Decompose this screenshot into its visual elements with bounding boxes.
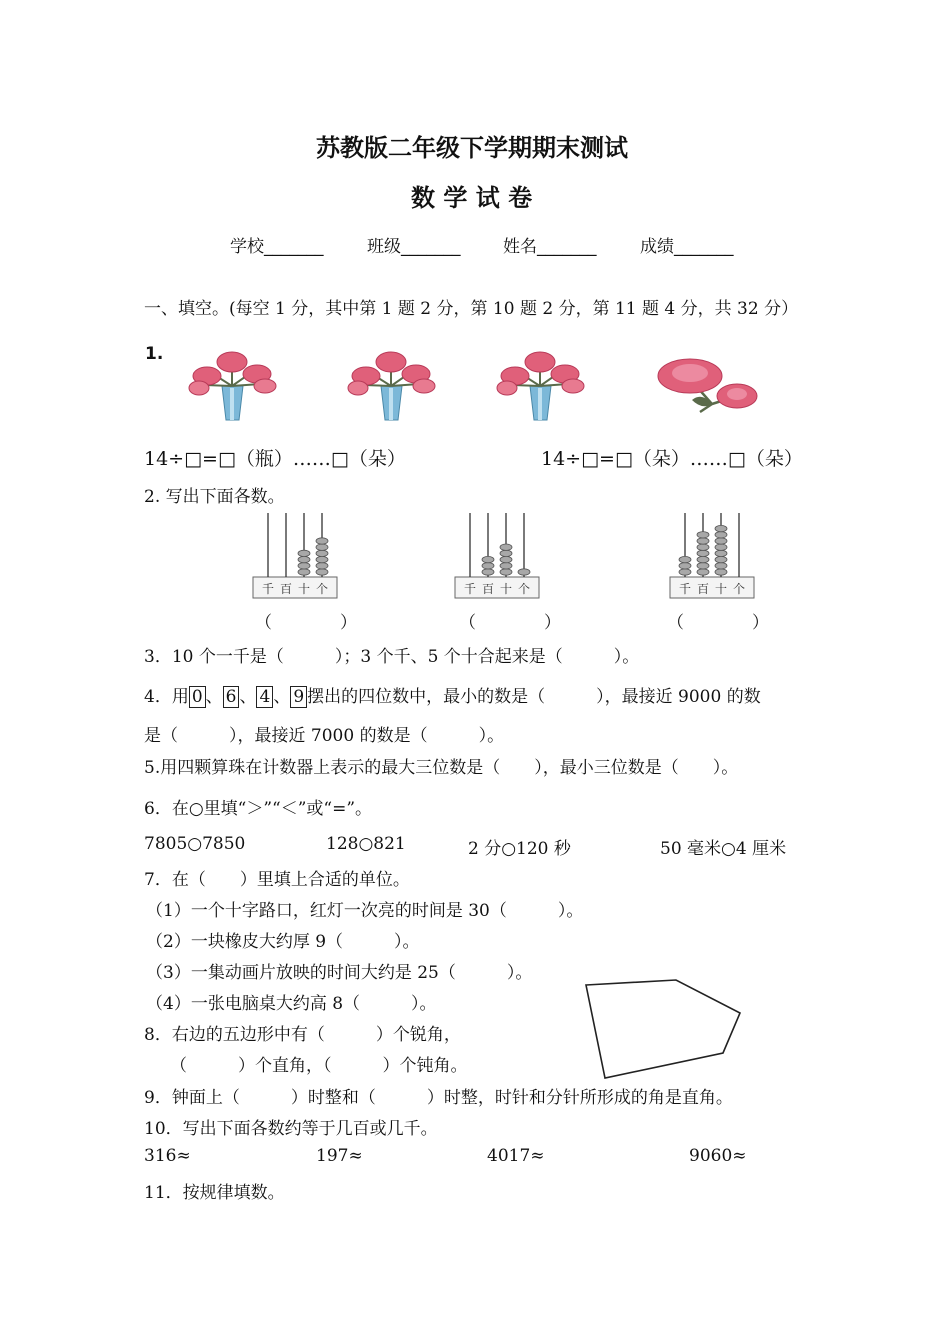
abacus-bead [697,569,709,575]
section1-heading: 一、填空。(每空 1 分，其中第 1 题 2 分，第 10 题 2 分，第 11 题 4 分，共 32 分） [144,299,799,319]
q4-rest: 摆出的四位数中，最小的数是（ ），最接近 9000 的数 [307,687,761,707]
pentagon-figure [580,975,750,1085]
q2-answer-1: （ ） [255,613,357,633]
abacus-bead [697,532,709,538]
abacus-bead [316,563,328,569]
abacus-bead [697,563,709,569]
abacus-bead [298,556,310,562]
q6-item-4: 50 毫米○4 厘米 [660,839,787,859]
place-label: 千 [678,582,692,596]
exam-subtitle: 数 学 试 卷 [411,184,533,212]
abacus-3 [670,513,754,598]
q2-answer-3: （ ） [667,613,769,633]
abacus-bead [298,563,310,569]
q10-item-1: 316≈ [144,1146,191,1166]
q6-item-3: 2 分○120 秒 [468,839,571,859]
abacus-bead [715,569,727,575]
place-label: 十 [499,582,513,596]
q6-text: 6．在○里填“＞”“＜”或“=”。 [144,799,373,819]
q9-text: 9．钟面上（ ）时整和（ ）时整，时针和分针所形成的角是直角。 [144,1088,733,1108]
abacus-bead [697,538,709,544]
q7-item-3: （3）一集动画片放映的时间大约是 25（ ）。 [146,963,533,983]
abacus-bead [316,538,328,544]
abacus-bead [500,544,512,550]
abacus-bead [679,569,691,575]
q1-equation-left: 14÷□=□（瓶）……□（朵） [144,448,406,470]
q7-item-4: （4）一张电脑桌大约高 8（ ）。 [146,994,437,1014]
class-field: 班级_______ [367,237,461,257]
school-field: 学校_______ [230,237,324,257]
abacus-bead [715,532,727,538]
q11-text: 11．按规律填数。 [144,1183,285,1203]
q7-item-1: （1）一个十字路口，红灯一次亮的时间是 30（ ）。 [146,901,584,921]
abacus-bead [715,525,727,531]
abacus-bead [500,569,512,575]
abacus-bead [298,550,310,556]
q2-answer-2: （ ） [459,613,561,633]
q10-item-2: 197≈ [316,1146,363,1166]
q6-item-2: 128○821 [326,834,406,854]
q4-prefix: 4．用 [144,687,189,707]
abacus-bead [500,563,512,569]
exam-title: 苏教版二年级下学期期末测试 [316,134,628,162]
abacus-bead [697,550,709,556]
abacus-bead [715,563,727,569]
abacus-bead [697,556,709,562]
q10-item-4: 9060≈ [689,1146,747,1166]
q1-number: 1. [145,344,164,364]
abacus-bead [715,556,727,562]
abacus-bead [679,563,691,569]
q7-text: 7．在（ ）里填上合适的单位。 [144,870,410,890]
abacus-bead [500,550,512,556]
q4-sep-2: 、 [239,687,257,707]
abacus-bead [316,550,328,556]
name-field: 姓名_______ [503,237,597,257]
abacus-1 [253,513,337,598]
q5-text: 5.用四颗算珠在计数器上表示的最大三位数是（ ），最小三位数是（ ）。 [144,758,739,778]
place-label: 个 [315,582,329,596]
abacus-bead [298,569,310,575]
q10-item-3: 4017≈ [487,1146,545,1166]
q6-item-1: 7805○7850 [144,834,246,854]
abacus-2 [455,513,539,598]
abacus-bead [679,556,691,562]
abacus-bead [316,556,328,562]
place-label: 十 [714,582,728,596]
place-label: 个 [517,582,531,596]
abacus-bead [482,563,494,569]
place-label: 个 [732,582,746,596]
digit-card-6: 6 [223,686,240,708]
q2-text: 2. 写出下面各数。 [144,487,285,507]
abacus-group [0,0,950,640]
abacus-bead [482,569,494,575]
abacus-bead [697,544,709,550]
digit-card-4: 4 [256,686,273,708]
abacus-bead [715,550,727,556]
abacus-bead [316,544,328,550]
q8-line1: 8．右边的五边形中有（ ）个锐角， [144,1025,461,1045]
digit-card-0: 0 [189,686,206,708]
place-label: 十 [297,582,311,596]
q8-line2: （ ）个直角，（ ）个钝角。 [170,1056,468,1076]
q3-text: 3．10 个一千是（ ）；3 个千、5 个十合起来是（ ）。 [144,647,640,667]
place-label: 百 [279,582,293,596]
score-field: 成绩_______ [640,237,734,257]
place-label: 百 [696,582,710,596]
q10-text: 10．写出下面各数约等于几百或几千。 [144,1119,438,1139]
abacus-bead [715,544,727,550]
abacus-bead [500,556,512,562]
abacus-bead [518,569,530,575]
q4-line1 [144,682,761,708]
abacus-bead [316,569,328,575]
q4-sep-3: 、 [273,687,291,707]
place-label: 千 [463,582,477,596]
q7-item-2: （2）一块橡皮大约厚 9（ ）。 [146,932,420,952]
q4-line2: 是（ ），最接近 7000 的数是（ ）。 [144,726,505,746]
abacus-bead [715,538,727,544]
pentagon-shape [586,980,740,1078]
place-label: 百 [481,582,495,596]
q4-sep-1: 、 [205,687,223,707]
q1-equation-right: 14÷□=□（朵）……□（朵） [541,448,803,470]
digit-card-9: 9 [290,686,307,708]
place-label: 千 [261,582,275,596]
abacus-bead [482,556,494,562]
